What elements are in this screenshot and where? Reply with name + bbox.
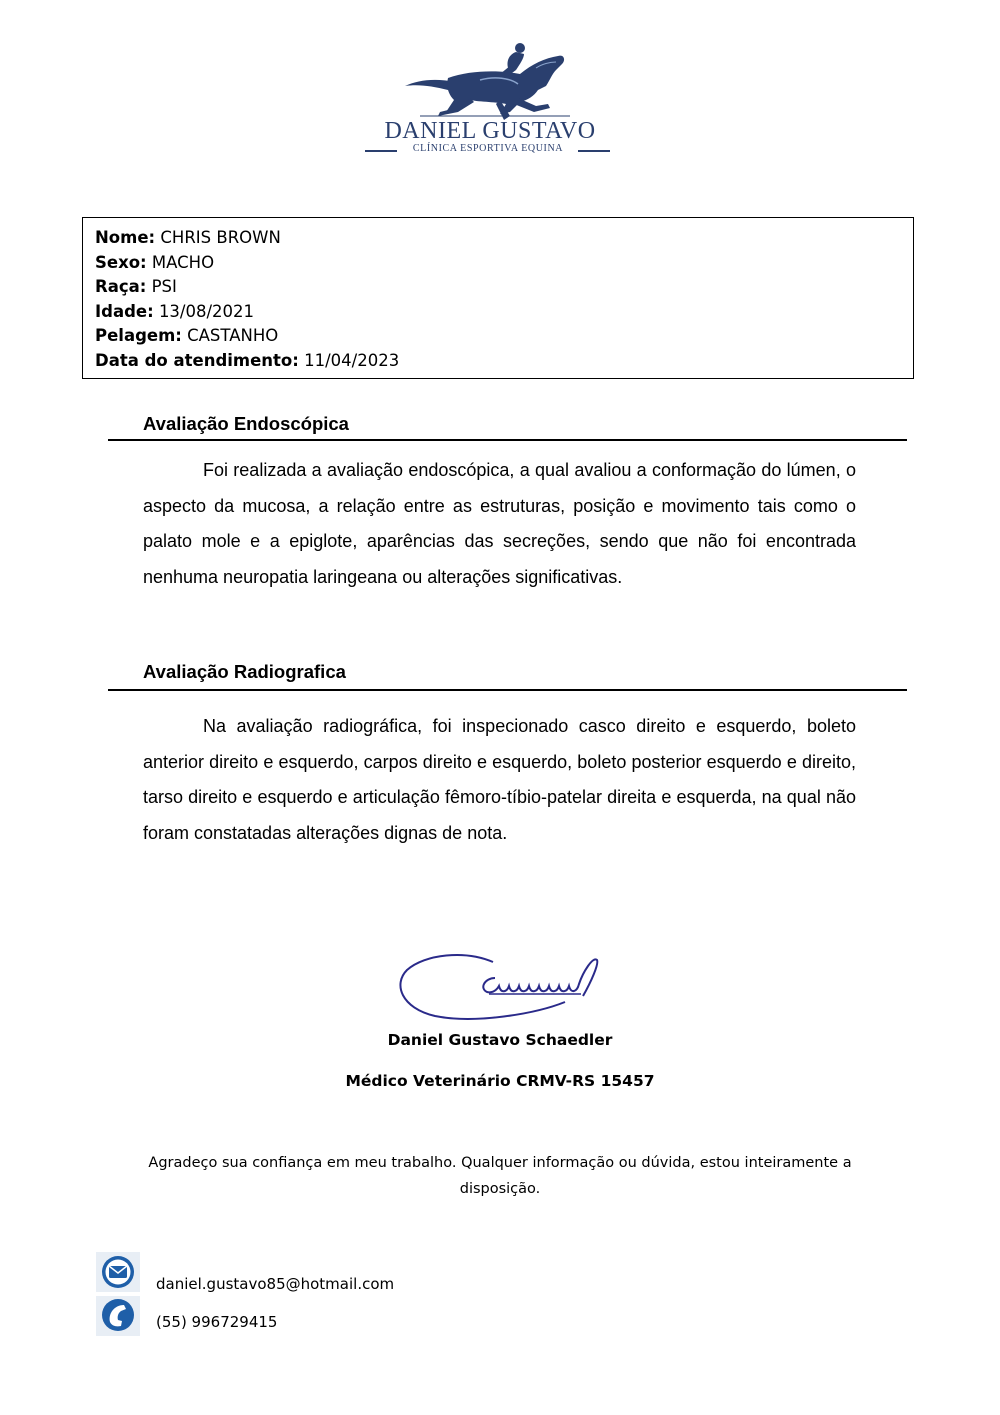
section-divider (108, 689, 907, 691)
appointment-date-row (95, 349, 901, 374)
phone-number[interactable]: (55) 996729415 (156, 1313, 278, 1331)
section-title-endoscopic: Avaliação Endoscópica (143, 413, 349, 434)
email-address[interactable]: daniel.gustavo85@hotmail.com (156, 1275, 395, 1293)
phone-icon (96, 1296, 140, 1336)
patient-coat-row (95, 324, 901, 349)
name-value: CHRIS BROWN (160, 228, 281, 247)
section-divider (108, 439, 907, 441)
coat-label: Pelagem: (95, 326, 182, 345)
date-value: 11/04/2023 (304, 350, 400, 370)
patient-info-box (82, 217, 914, 379)
patient-age-row (95, 300, 901, 325)
age-value: 13/08/2021 (158, 301, 255, 321)
sex-label: Sexo: (95, 252, 147, 272)
clinic-subtitle-row (365, 143, 610, 157)
sex-value: MACHO (151, 252, 215, 272)
divider (578, 150, 610, 152)
clinic-name: DANIEL GUSTAVO (384, 118, 596, 144)
age-label: Idade: (95, 301, 154, 321)
handwritten-signature (395, 948, 610, 1023)
email-icon (96, 1252, 140, 1292)
breed-value: PSI (151, 277, 177, 296)
section-title-radiographic: Avaliação Radiografica (143, 661, 346, 682)
endoscopic-text: Foi realizada a avaliação endoscópica, a qual avaliou a conformação do lúmen, o aspecto da mucosa, a relação entre as estruturas, posição e movimento tais como o palato mole e a epiglote, aparências das secreções, sendo que não foi encontrada nenhuma neuropatia laringeana ou alterações significativas. (143, 460, 856, 587)
divider (365, 150, 397, 152)
clinic-subtitle: CLÍNICA ESPORTIVA EQUINA (412, 143, 564, 154)
patient-sex-row (95, 251, 901, 276)
closing-note: Agradeço sua confiança em meu trabalho. Qualquer informação ou dúvida, estou inteiramente a disposição. (148, 1155, 852, 1197)
radiographic-text: Na avaliação radiográfica, foi inspecionado casco direito e esquerdo, boleto anterior direito e esquerdo, carpos direito e esquerdo, boleto posterior esquerdo e direito, tarso direito e esquerdo e articulação fêmoro-tíbio-patelar direita e esquerda, na qual não foram constatadas alterações dignas de nota. (143, 716, 856, 843)
breed-label: Raça: (95, 277, 147, 296)
signer-name: Daniel Gustavo Schaedler (387, 1031, 613, 1049)
date-label: Data do atendimento: (95, 350, 299, 370)
patient-name-row (95, 226, 901, 251)
signer-title: Médico Veterinário CRMV-RS 15457 (345, 1072, 655, 1090)
patient-breed-row (95, 275, 901, 300)
name-label: Nome: (95, 228, 156, 247)
coat-value: CASTANHO (187, 326, 279, 345)
